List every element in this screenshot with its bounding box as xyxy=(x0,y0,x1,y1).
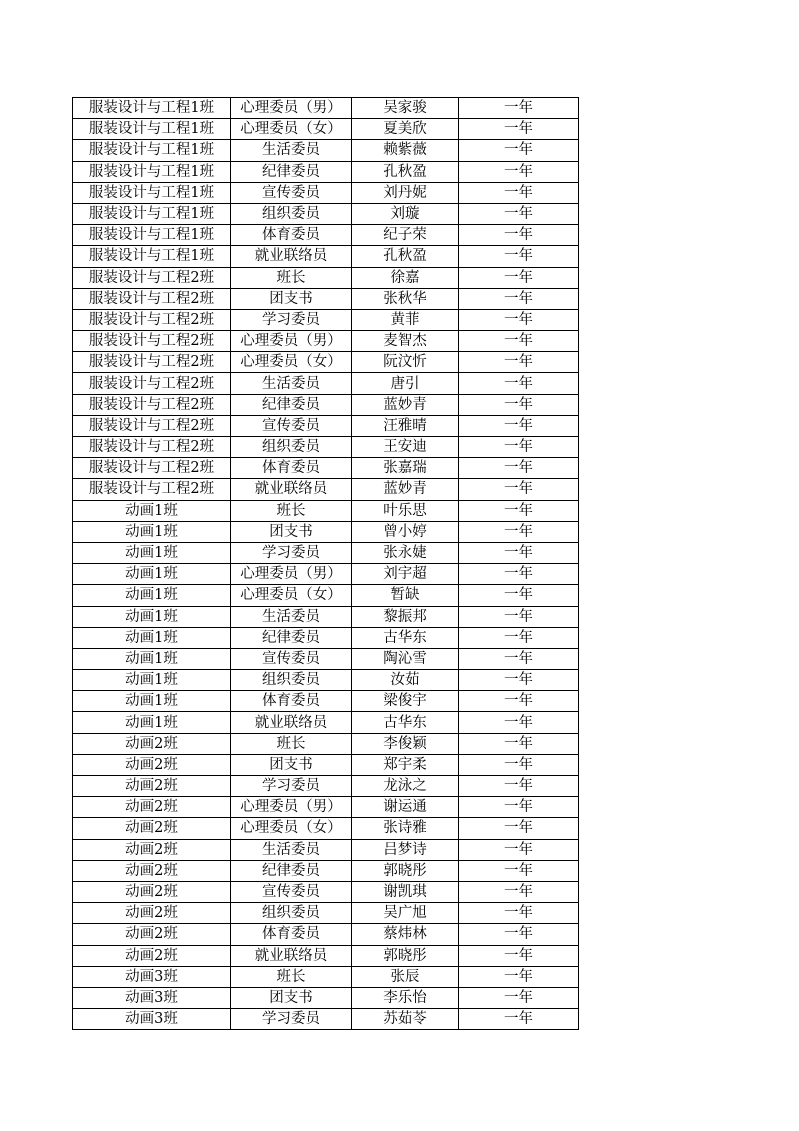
role-cell: 学习委员 xyxy=(231,776,352,797)
table-row xyxy=(73,776,579,797)
class-cell: 服装设计与工程2班 xyxy=(73,394,231,415)
name-cell: 汝茹 xyxy=(352,670,459,691)
class-cell: 服装设计与工程1班 xyxy=(73,119,231,140)
table-row xyxy=(73,500,579,521)
table-row xyxy=(73,606,579,627)
name-cell: 孔秋盈 xyxy=(352,161,459,182)
class-cell: 服装设计与工程2班 xyxy=(73,479,231,500)
term-cell: 一年 xyxy=(459,564,579,585)
name-cell: 夏美欣 xyxy=(352,119,459,140)
class-cell: 动画2班 xyxy=(73,776,231,797)
name-cell: 吴广旭 xyxy=(352,903,459,924)
name-cell: 谢运通 xyxy=(352,797,459,818)
class-cell: 动画1班 xyxy=(73,521,231,542)
term-cell: 一年 xyxy=(459,754,579,775)
role-cell: 学习委员 xyxy=(231,1009,352,1030)
table-row xyxy=(73,648,579,669)
class-cell: 动画2班 xyxy=(73,839,231,860)
class-cell: 服装设计与工程1班 xyxy=(73,225,231,246)
table-row xyxy=(73,394,579,415)
term-cell: 一年 xyxy=(459,648,579,669)
term-cell: 一年 xyxy=(459,140,579,161)
name-cell: 苏茹苓 xyxy=(352,1009,459,1030)
name-cell: 黎振邦 xyxy=(352,606,459,627)
role-cell: 纪律委员 xyxy=(231,161,352,182)
name-cell: 阮汶忻 xyxy=(352,352,459,373)
name-cell: 汪雅晴 xyxy=(352,415,459,436)
term-cell: 一年 xyxy=(459,479,579,500)
term-cell: 一年 xyxy=(459,797,579,818)
role-cell: 组织委员 xyxy=(231,437,352,458)
class-cell: 动画1班 xyxy=(73,500,231,521)
term-cell: 一年 xyxy=(459,394,579,415)
class-cell: 服装设计与工程1班 xyxy=(73,203,231,224)
term-cell: 一年 xyxy=(459,924,579,945)
term-cell: 一年 xyxy=(459,881,579,902)
table-row xyxy=(73,267,579,288)
term-cell: 一年 xyxy=(459,860,579,881)
name-cell: 张秋华 xyxy=(352,288,459,309)
role-cell: 团支书 xyxy=(231,754,352,775)
role-cell: 学习委员 xyxy=(231,542,352,563)
term-cell: 一年 xyxy=(459,437,579,458)
name-cell: 蔡炜林 xyxy=(352,924,459,945)
class-cell: 动画2班 xyxy=(73,924,231,945)
role-cell: 心理委员（男） xyxy=(231,331,352,352)
role-cell: 体育委员 xyxy=(231,691,352,712)
role-cell: 组织委员 xyxy=(231,903,352,924)
table-row xyxy=(73,670,579,691)
name-cell: 郑宇柔 xyxy=(352,754,459,775)
class-cell: 动画3班 xyxy=(73,1009,231,1030)
class-cell: 动画3班 xyxy=(73,987,231,1008)
term-cell: 一年 xyxy=(459,182,579,203)
role-cell: 宣传委员 xyxy=(231,648,352,669)
class-cell: 服装设计与工程2班 xyxy=(73,437,231,458)
name-cell: 徐嘉 xyxy=(352,267,459,288)
class-cell: 服装设计与工程2班 xyxy=(73,267,231,288)
name-cell: 谢凯琪 xyxy=(352,881,459,902)
name-cell: 叶乐思 xyxy=(352,500,459,521)
name-cell: 张辰 xyxy=(352,966,459,987)
role-cell: 心理委员（男） xyxy=(231,797,352,818)
table-row xyxy=(73,712,579,733)
role-cell: 学习委员 xyxy=(231,309,352,330)
class-cell: 动画1班 xyxy=(73,585,231,606)
class-cell: 服装设计与工程2班 xyxy=(73,458,231,479)
name-cell: 曾小婷 xyxy=(352,521,459,542)
table-row xyxy=(73,415,579,436)
term-cell: 一年 xyxy=(459,309,579,330)
role-cell: 体育委员 xyxy=(231,225,352,246)
role-cell: 生活委员 xyxy=(231,839,352,860)
name-cell: 刘璇 xyxy=(352,203,459,224)
term-cell: 一年 xyxy=(459,246,579,267)
table-row xyxy=(73,98,579,119)
term-cell: 一年 xyxy=(459,415,579,436)
term-cell: 一年 xyxy=(459,818,579,839)
table-row xyxy=(73,1009,579,1030)
role-cell: 宣传委员 xyxy=(231,881,352,902)
term-cell: 一年 xyxy=(459,373,579,394)
class-cell: 服装设计与工程1班 xyxy=(73,161,231,182)
table-row xyxy=(73,945,579,966)
table-row xyxy=(73,585,579,606)
term-cell: 一年 xyxy=(459,119,579,140)
table-row xyxy=(73,288,579,309)
table-row xyxy=(73,521,579,542)
term-cell: 一年 xyxy=(459,1009,579,1030)
role-cell: 纪律委员 xyxy=(231,627,352,648)
name-cell: 古华东 xyxy=(352,712,459,733)
table-row xyxy=(73,225,579,246)
name-cell: 蓝妙青 xyxy=(352,394,459,415)
term-cell: 一年 xyxy=(459,627,579,648)
class-cell: 服装设计与工程2班 xyxy=(73,373,231,394)
class-cell: 动画1班 xyxy=(73,627,231,648)
table-row xyxy=(73,860,579,881)
role-cell: 班长 xyxy=(231,500,352,521)
table-row xyxy=(73,119,579,140)
name-cell: 赖紫薇 xyxy=(352,140,459,161)
name-cell: 吴家骏 xyxy=(352,98,459,119)
class-cell: 服装设计与工程1班 xyxy=(73,182,231,203)
term-cell: 一年 xyxy=(459,987,579,1008)
role-cell: 心理委员（男） xyxy=(231,564,352,585)
class-cell: 服装设计与工程2班 xyxy=(73,288,231,309)
term-cell: 一年 xyxy=(459,203,579,224)
name-cell: 李乐怡 xyxy=(352,987,459,1008)
name-cell: 唐引 xyxy=(352,373,459,394)
table-row xyxy=(73,542,579,563)
class-cell: 动画1班 xyxy=(73,542,231,563)
table-row xyxy=(73,839,579,860)
term-cell: 一年 xyxy=(459,903,579,924)
table-row xyxy=(73,733,579,754)
name-cell: 刘丹妮 xyxy=(352,182,459,203)
role-cell: 团支书 xyxy=(231,521,352,542)
role-cell: 纪律委员 xyxy=(231,860,352,881)
role-cell: 体育委员 xyxy=(231,458,352,479)
table-row xyxy=(73,966,579,987)
term-cell: 一年 xyxy=(459,542,579,563)
name-cell: 古华东 xyxy=(352,627,459,648)
class-cell: 动画2班 xyxy=(73,733,231,754)
term-cell: 一年 xyxy=(459,733,579,754)
table-row xyxy=(73,203,579,224)
role-cell: 就业联络员 xyxy=(231,246,352,267)
class-cell: 动画2班 xyxy=(73,945,231,966)
table-row xyxy=(73,182,579,203)
term-cell: 一年 xyxy=(459,267,579,288)
table-row xyxy=(73,987,579,1008)
name-cell: 吕梦诗 xyxy=(352,839,459,860)
term-cell: 一年 xyxy=(459,98,579,119)
class-cell: 动画3班 xyxy=(73,966,231,987)
table-row xyxy=(73,564,579,585)
table-body xyxy=(73,98,579,1030)
table-row xyxy=(73,903,579,924)
class-cell: 动画1班 xyxy=(73,712,231,733)
name-cell: 暂缺 xyxy=(352,585,459,606)
name-cell: 陶沁雪 xyxy=(352,648,459,669)
name-cell: 纪子荣 xyxy=(352,225,459,246)
role-cell: 组织委员 xyxy=(231,670,352,691)
term-cell: 一年 xyxy=(459,712,579,733)
table-row xyxy=(73,161,579,182)
term-cell: 一年 xyxy=(459,521,579,542)
role-cell: 宣传委员 xyxy=(231,415,352,436)
table-row xyxy=(73,373,579,394)
table-row xyxy=(73,352,579,373)
table-row xyxy=(73,331,579,352)
class-cell: 动画2班 xyxy=(73,860,231,881)
term-cell: 一年 xyxy=(459,500,579,521)
name-cell: 李俊颖 xyxy=(352,733,459,754)
role-cell: 纪律委员 xyxy=(231,394,352,415)
name-cell: 孔秋盈 xyxy=(352,246,459,267)
name-cell: 张诗雅 xyxy=(352,818,459,839)
role-cell: 班长 xyxy=(231,966,352,987)
name-cell: 蓝妙青 xyxy=(352,479,459,500)
term-cell: 一年 xyxy=(459,331,579,352)
term-cell: 一年 xyxy=(459,776,579,797)
name-cell: 王安迪 xyxy=(352,437,459,458)
role-cell: 生活委员 xyxy=(231,606,352,627)
role-cell: 就业联络员 xyxy=(231,712,352,733)
name-cell: 张永婕 xyxy=(352,542,459,563)
role-cell: 生活委员 xyxy=(231,373,352,394)
name-cell: 张嘉瑞 xyxy=(352,458,459,479)
table-row xyxy=(73,881,579,902)
table-row xyxy=(73,627,579,648)
name-cell: 刘宇超 xyxy=(352,564,459,585)
class-cell: 动画1班 xyxy=(73,670,231,691)
term-cell: 一年 xyxy=(459,161,579,182)
role-cell: 团支书 xyxy=(231,288,352,309)
term-cell: 一年 xyxy=(459,458,579,479)
role-cell: 团支书 xyxy=(231,987,352,1008)
class-committee-table xyxy=(72,97,579,1030)
class-cell: 服装设计与工程2班 xyxy=(73,331,231,352)
term-cell: 一年 xyxy=(459,606,579,627)
class-cell: 动画2班 xyxy=(73,797,231,818)
table-row xyxy=(73,246,579,267)
term-cell: 一年 xyxy=(459,225,579,246)
class-cell: 动画1班 xyxy=(73,606,231,627)
term-cell: 一年 xyxy=(459,288,579,309)
table-row xyxy=(73,309,579,330)
role-cell: 宣传委员 xyxy=(231,182,352,203)
class-cell: 服装设计与工程1班 xyxy=(73,98,231,119)
term-cell: 一年 xyxy=(459,966,579,987)
name-cell: 郭晓彤 xyxy=(352,860,459,881)
role-cell: 就业联络员 xyxy=(231,945,352,966)
table-row xyxy=(73,924,579,945)
term-cell: 一年 xyxy=(459,585,579,606)
name-cell: 龙泳之 xyxy=(352,776,459,797)
class-cell: 动画1班 xyxy=(73,691,231,712)
class-cell: 动画1班 xyxy=(73,648,231,669)
class-cell: 服装设计与工程1班 xyxy=(73,246,231,267)
role-cell: 班长 xyxy=(231,733,352,754)
class-cell: 动画1班 xyxy=(73,564,231,585)
class-cell: 服装设计与工程2班 xyxy=(73,352,231,373)
role-cell: 心理委员（女） xyxy=(231,352,352,373)
term-cell: 一年 xyxy=(459,352,579,373)
class-cell: 动画2班 xyxy=(73,818,231,839)
class-cell: 服装设计与工程2班 xyxy=(73,415,231,436)
class-cell: 动画2班 xyxy=(73,881,231,902)
role-cell: 班长 xyxy=(231,267,352,288)
term-cell: 一年 xyxy=(459,691,579,712)
class-cell: 动画2班 xyxy=(73,754,231,775)
role-cell: 心理委员（女） xyxy=(231,818,352,839)
term-cell: 一年 xyxy=(459,945,579,966)
name-cell: 梁俊宇 xyxy=(352,691,459,712)
class-cell: 服装设计与工程1班 xyxy=(73,140,231,161)
table-row xyxy=(73,479,579,500)
role-cell: 心理委员（女） xyxy=(231,119,352,140)
table-row xyxy=(73,754,579,775)
name-cell: 麦智杰 xyxy=(352,331,459,352)
role-cell: 就业联络员 xyxy=(231,479,352,500)
role-cell: 组织委员 xyxy=(231,203,352,224)
table-row xyxy=(73,140,579,161)
table-row xyxy=(73,818,579,839)
role-cell: 体育委员 xyxy=(231,924,352,945)
name-cell: 郭晓彤 xyxy=(352,945,459,966)
table-row xyxy=(73,458,579,479)
table-row xyxy=(73,437,579,458)
table-row xyxy=(73,797,579,818)
table-row xyxy=(73,691,579,712)
role-cell: 心理委员（女） xyxy=(231,585,352,606)
term-cell: 一年 xyxy=(459,670,579,691)
role-cell: 心理委员（男） xyxy=(231,98,352,119)
class-cell: 服装设计与工程2班 xyxy=(73,309,231,330)
name-cell: 黄菲 xyxy=(352,309,459,330)
role-cell: 生活委员 xyxy=(231,140,352,161)
term-cell: 一年 xyxy=(459,839,579,860)
class-cell: 动画2班 xyxy=(73,903,231,924)
